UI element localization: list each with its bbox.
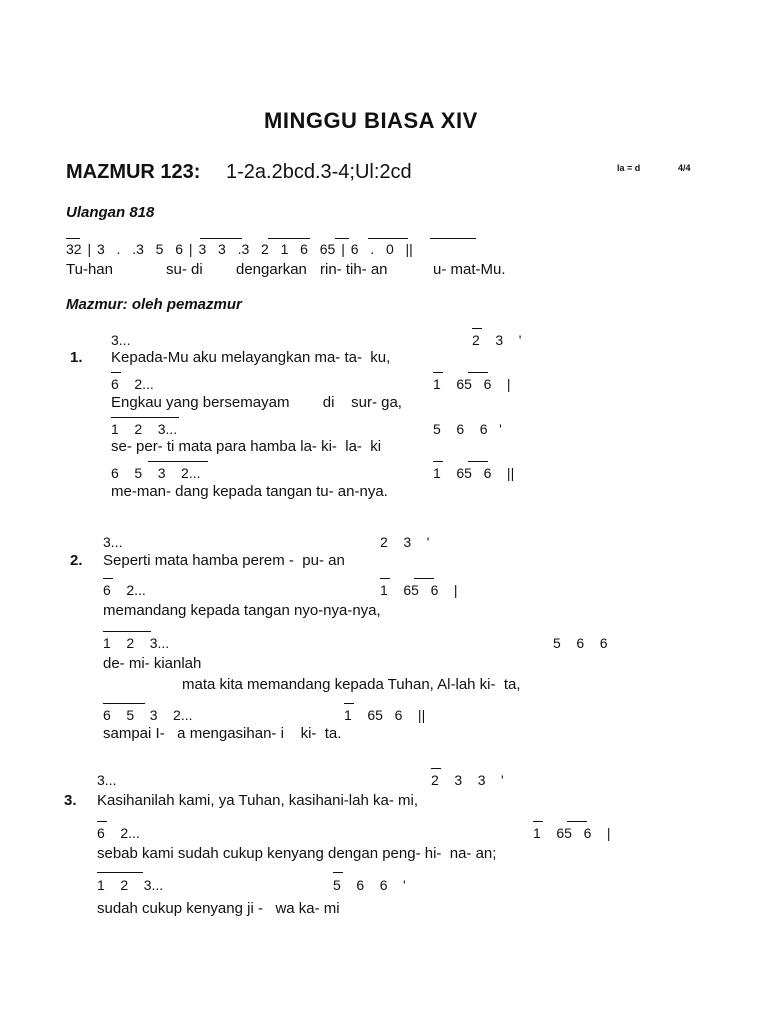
verse-text: sudah cukup kenyang ji - wa ka- mi [97,900,340,917]
verse-text: memandang kepada tangan nyo-nya-nya, [103,602,381,619]
verse-text: se- per- ti mata para hamba la- ki- la- ki [111,438,382,455]
refrain-lyric-5: u- mat-Mu. [433,261,506,278]
refrain-lyric-4: rin- tih- an [320,261,388,278]
refrain-lyric-3: dengarkan [236,261,307,278]
verse-notes-right: 1 65 6 || [433,465,515,481]
verse-notes-left: 3... [111,332,131,348]
verse-text: de- mi- kianlah [103,655,202,672]
verse-notes-right: 2 3 3 ' [431,772,504,788]
verse-number: 3. [64,792,77,809]
verse-text: sebab kami sudah cukup kenyang dengan peng- hi- na- an; [97,845,497,862]
time-signature: 4/4 [678,163,691,173]
verse-text: Engkau yang bersemayam di sur- ga, [111,394,402,411]
verse-notes-left: 6 5 3 2... [103,707,193,723]
verse-notes-right: 1 65 6 | [433,376,511,392]
psalm-section-heading: Mazmur: oleh pemazmur [66,296,242,313]
verse-notes-right: 1 65 6 | [533,825,611,841]
verse-number: 2. [70,552,83,569]
page-title: MINGGU BIASA XIV [264,108,478,133]
psalm-verses: 1-2a.2bcd.3-4;Ul:2cd [226,161,412,183]
verse-text: mata kita memandang kepada Tuhan, Al-lah ki- ta, [182,676,521,693]
verse-notes-right: 5 6 6 ' [433,421,502,437]
psalm-label: MAZMUR 123: [66,161,201,183]
verse-text: Seperti mata hamba perem - pu- an [103,552,345,569]
verse-notes-right: 2 3 ' [472,332,522,348]
verse-notes-left: 1 2 3... [103,635,170,651]
verse-notes-left: 3... [97,772,117,788]
verse-notes-left: 6 2... [97,825,140,841]
verse-notes-right: 5 6 6 [553,635,608,651]
verse-notes-right: 1 65 6 | [380,582,458,598]
verse-notes-left: 1 2 3... [111,421,178,437]
verse-notes-right: 2 3 ' [380,534,430,550]
verse-text: sampai I- a mengasihan- i ki- ta. [103,725,342,742]
verse-text: Kasihanilah kami, ya Tuhan, kasihani-lah ka- mi, [97,792,418,809]
verse-number: 1. [70,349,83,366]
refrain-heading: Ulangan 818 [66,204,155,221]
verse-notes-left: 3... [103,534,123,550]
verse-notes-left: 6 5 3 2... [111,465,201,481]
verse-text: me-man- dang kepada tangan tu- an-nya. [111,483,388,500]
refrain-notes: 32 | 3 . .3 5 6 | 3 3 .3 2 1 6 65 | 6 . 0 || [66,241,413,257]
verse-notes-left: 6 2... [103,582,146,598]
refrain-lyric-2: su- di [166,261,203,278]
refrain-lyric-1: Tu-han [66,261,113,278]
verse-notes-right: 5 6 6 ' [333,877,406,893]
key-signature: la = d [617,163,641,173]
verse-notes-left: 6 2... [111,376,154,392]
verse-notes-right: 1 65 6 || [344,707,426,723]
verse-notes-left: 1 2 3... [97,877,164,893]
verse-text: Kepada-Mu aku melayangkan ma- ta- ku, [111,349,391,366]
